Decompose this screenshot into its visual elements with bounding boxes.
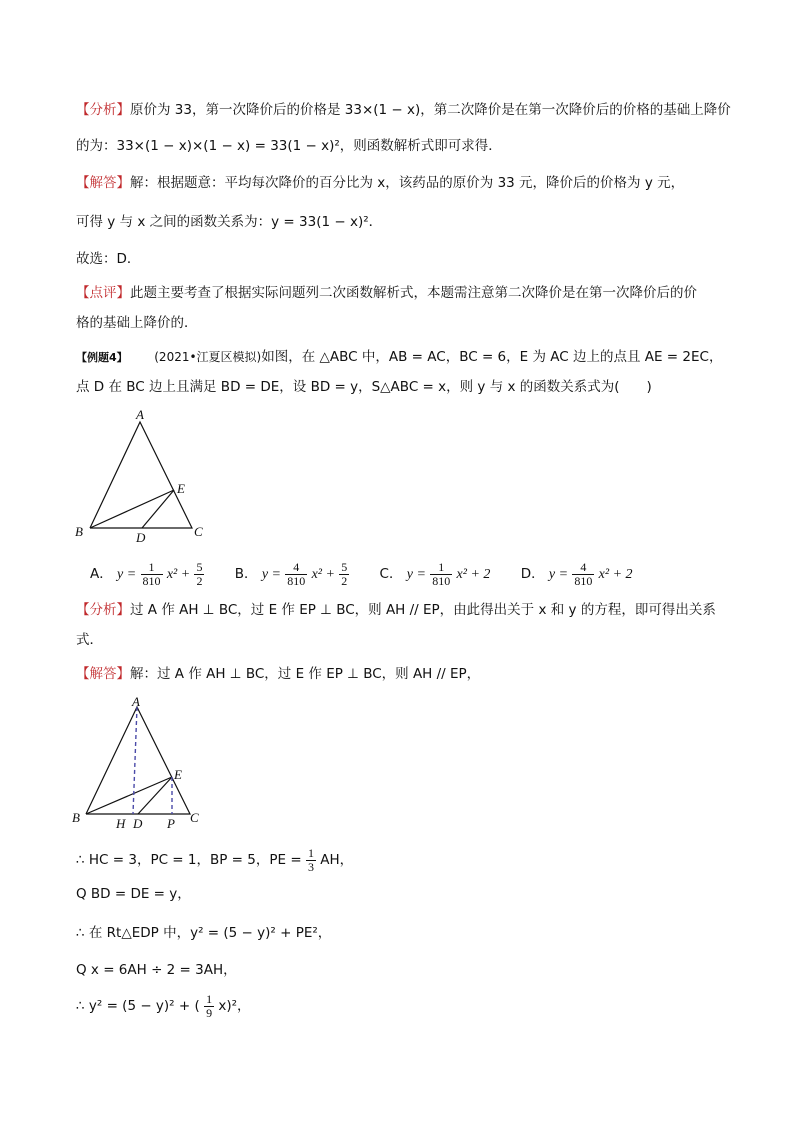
review-text-1: 此题主要考查了根据实际问题列二次函数解析式，本题需注意第二次降价是在第一次降价后的价 (130, 285, 697, 301)
review-text-2: 格的基础上降价的． (76, 315, 198, 331)
fig2-label-A: A (132, 695, 140, 709)
review-line-1 (76, 283, 697, 303)
options-row (90, 560, 659, 589)
example-answer-tag: 【解答】 (76, 666, 130, 682)
example-answer-line-1 (76, 664, 480, 684)
example-analysis-text-2: 式． (76, 632, 103, 648)
analysis-text-2: 的为：33×(1 − x)×(1 − x) = 33(1 − x)²，则函数解析式即可求得． (76, 138, 502, 154)
step-5: ∴ y² = (5 − y)² + ( $\frac{1}{9}$ x)²， (76, 991, 251, 1020)
triangle-figure-1 (70, 408, 210, 543)
example-analysis-line-1 (76, 600, 716, 620)
fig2-label-P: P (167, 816, 175, 830)
fig1-label-B: B (75, 524, 83, 539)
fig1-label-A: A (136, 408, 144, 422)
question-text-1: 如图，在 △ABC 中，AB = AC，BC = 6，E 为 AC 边上的点且 AE = 2EC， (261, 349, 723, 365)
option-c-fraction: $\frac{1}{810}$ (432, 559, 451, 588)
answer-line-2 (76, 212, 382, 232)
step-2: Q BD = DE = y， (76, 886, 191, 902)
choice-text: 故选：D． (76, 251, 141, 267)
fig1-label-D: D (136, 530, 146, 543)
analysis-line-1 (76, 100, 731, 120)
fig2-label-E: E (174, 767, 182, 782)
example-badge: 【例题4】 (76, 351, 128, 364)
choice-line (76, 249, 140, 269)
fig2-label-D: D (133, 816, 143, 830)
option-b-fraction: $\frac{4}{810}$ (287, 559, 306, 588)
step-5-fraction: $\frac{1}{9}$ (206, 991, 213, 1020)
option-a: A． y = $\frac{1}{810}$ x² + $\frac{5}{2}$ (90, 559, 203, 588)
answer-tag: 【解答】 (76, 175, 130, 191)
option-b: B． y = $\frac{4}{810}$ x² + $\frac{5}{2}$ (234, 559, 348, 588)
answer-line-1 (76, 173, 684, 193)
example-analysis-line-2 (76, 630, 103, 650)
answer-text-2: 可得 y 与 x 之间的函数关系为：y = 33(1 − x)²． (76, 214, 383, 230)
example-analysis-text-1: 过 A 作 AH ⊥ BC，过 E 作 EP ⊥ BC，则 AH // EP，由此得出关于 x 和 y 的方程，即可得出关系 (130, 602, 716, 618)
option-d-fraction: $\frac{4}{810}$ (574, 559, 593, 588)
option-b-fraction-2: $\frac{5}{2}$ (341, 559, 348, 588)
question-line-1 (76, 347, 722, 368)
option-a-fraction: $\frac{1}{810}$ (142, 559, 161, 588)
fig1-label-E: E (177, 481, 185, 496)
review-tag: 【点评】 (76, 285, 130, 301)
fig2-label-B: B (72, 810, 80, 825)
option-a-fraction-2: $\frac{5}{2}$ (196, 559, 203, 588)
fig1-label-C: C (194, 524, 203, 539)
triangle-figure-2 (70, 695, 210, 830)
analysis-line-2 (76, 136, 502, 156)
option-c: C． y = $\frac{1}{810}$ x² + 2 (379, 559, 491, 588)
question-line-2 (76, 377, 652, 397)
example-analysis-tag: 【分析】 (76, 602, 130, 618)
step-1: ∴ HC = 3，PC = 1，BP = 5，PE = $\frac{1}{3}$ AH， (76, 845, 354, 874)
fig2-label-H: H (116, 816, 126, 830)
question-text-2: 点 D 在 BC 边上且满足 BD = DE，设 BD = y，S△ABC = x，则 y 与 x 的函数关系式为( ) (76, 379, 652, 395)
step-4: Q x = 6AH ÷ 2 = 3AH， (76, 962, 237, 978)
analysis-text-1: 原价为 33，第一次降价后的价格是 33×(1 − x)，第二次降价是在第一次降价后的价格的基础上降价 (130, 102, 731, 118)
example-answer-text-1: 解：过 A 作 AH ⊥ BC，过 E 作 EP ⊥ BC，则 AH // EP， (130, 666, 481, 682)
question-source: (2021•江夏区模拟) (154, 350, 262, 364)
step-1-fraction: $\frac{1}{3}$ (307, 845, 314, 874)
option-d: D． y = $\frac{4}{810}$ x² + 2 (520, 559, 633, 588)
step-3: ∴ 在 Rt△EDP 中，y² = (5 − y)² + PE²， (76, 925, 332, 941)
analysis-tag: 【分析】 (76, 102, 130, 118)
review-line-2 (76, 313, 198, 333)
fig2-label-C: C (190, 810, 199, 825)
answer-text-1: 解：根据题意：平均每次降价的百分比为 x，该药品的原价为 33 元，降价后的价格为 y 元， (130, 175, 685, 191)
